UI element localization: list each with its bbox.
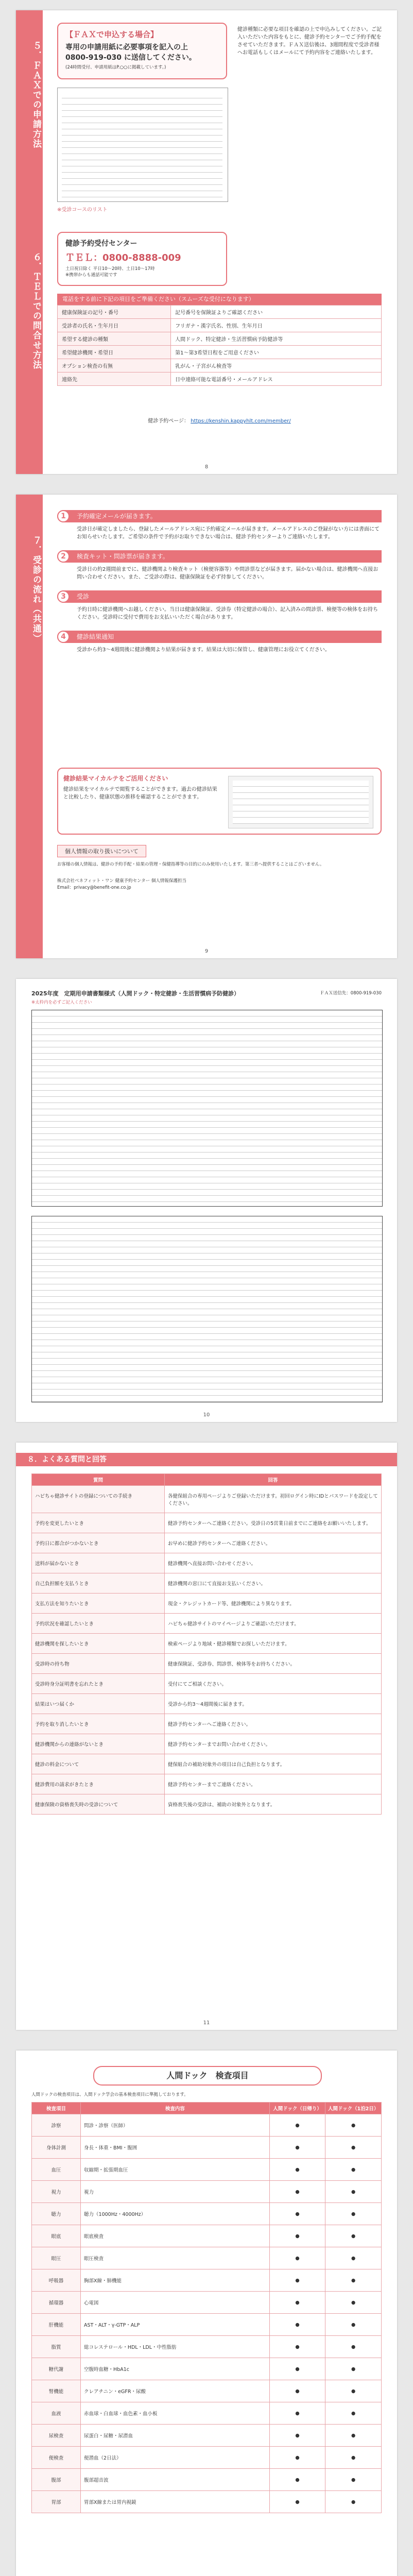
item-mark-a: ● [269, 2181, 325, 2203]
item-row [32, 2114, 382, 2137]
tel-row-value: 日中連絡可能な電話番号・メールアドレス [171, 372, 382, 386]
faq-row [32, 1594, 382, 1614]
mypage-screenshot [228, 776, 373, 828]
item-group: 血液 [32, 2402, 81, 2425]
item-group: 循環器 [32, 2292, 81, 2314]
step-title: 受診 [77, 593, 90, 600]
tel-row [58, 346, 382, 359]
faq-row [32, 1573, 382, 1594]
item-mark-a: ● [269, 2247, 325, 2269]
item-mark-a: ● [269, 2469, 325, 2491]
faq-answer: 健保組合の補助対象外の項目は自己負担となります。 [165, 1754, 382, 1774]
item-mark-b: ● [325, 2425, 382, 2447]
step-item [57, 631, 382, 654]
step-number: 3 [57, 590, 70, 603]
item-mark-b: ● [325, 2292, 382, 2314]
item-mark-a: ● [269, 2402, 325, 2425]
item-mark-a: ● [269, 2336, 325, 2358]
item-row [32, 2292, 382, 2314]
dock-col-a: 人間ドック（日帰り） [269, 2103, 325, 2114]
page-dock-items [16, 2050, 397, 2576]
faq-question: 結果はいつ届くか [32, 1694, 165, 1714]
item-detail: 胸部X線・肺機能 [81, 2269, 270, 2292]
item-mark-a: ● [269, 2159, 325, 2181]
fax-box [57, 23, 227, 79]
faq-question: 健診機関を探したいとき [32, 1634, 165, 1654]
faq-answer: 健診予約センターへご連絡ください。受診日の5営業日前までにご連絡をお願いいたします。 [165, 1513, 382, 1533]
item-detail: クレアチニン・eGFR・尿酸 [81, 2380, 270, 2402]
item-mark-a: ● [269, 2292, 325, 2314]
item-row [32, 2225, 382, 2247]
item-group: 呼吸器 [32, 2269, 81, 2292]
faq-answer: ハピちゃ健診サイトのマイページよりご確認いただけます。 [165, 1614, 382, 1634]
faq-question: 自己負担額を支払うとき [32, 1573, 165, 1594]
page-number: 10 [203, 1412, 210, 1418]
faq-answer: 健診機関の窓口にて直接お支払いください。 [165, 1573, 382, 1594]
item-mark-a: ● [269, 2358, 325, 2380]
fax-box-title: 【ＦＡＸで申込する場合】 [65, 30, 159, 39]
item-group: 血圧 [32, 2159, 81, 2181]
tel-row-key: 健康保険証の記号・番号 [58, 306, 171, 319]
item-detail: 赤血球・白血球・血色素・血小板 [81, 2402, 270, 2425]
faq-row [32, 1694, 382, 1714]
faq-question: 健康保険の資格喪失時の受診について [32, 1794, 165, 1815]
step-item [57, 550, 382, 581]
tel-row-value: フリガナ・漢字氏名、性別、生年月日 [171, 319, 382, 332]
item-detail: 空腹時血糖・HbA1c [81, 2358, 270, 2380]
item-mark-b: ● [325, 2137, 382, 2159]
faq-answer: お早めに健診予約センターへご連絡ください。 [165, 1533, 382, 1553]
privacy-section [57, 845, 382, 891]
fax-box-line2: 0800-919-030 に送信してください。 [65, 54, 196, 62]
dock-col-detail: 検査内容 [81, 2103, 270, 2114]
privacy-title: 個人情報の取り扱いについて [57, 845, 146, 857]
faq-row [32, 1774, 382, 1794]
faq-col-question: 質問 [32, 1474, 165, 1486]
step-number: 2 [57, 550, 70, 563]
item-mark-a: ● [269, 2447, 325, 2469]
steps-list [57, 510, 382, 663]
faq-answer: 受付にてご相談ください。 [165, 1674, 382, 1694]
page-number: 11 [203, 2020, 210, 2026]
privacy-footer: 株式会社ベネフィット・ワン 健康予約センター 個人情報保護担当 [57, 878, 186, 884]
item-row [32, 2269, 382, 2292]
dock-col-item: 検査項目 [32, 2103, 81, 2114]
item-mark-a: ● [269, 2380, 325, 2402]
step-number: 4 [57, 631, 70, 643]
faq-row [32, 1533, 382, 1553]
item-row [32, 2402, 382, 2425]
faq-row [32, 1734, 382, 1754]
step-body: 受診から約3～4週間後に健診機関より結果が届きます。結果は大切に保管し、健康管理にお役立てください。 [77, 647, 330, 653]
tel-prep-table [57, 305, 382, 386]
item-row [32, 2181, 382, 2203]
faq-answer: 検索ページより地域・健診種類でお探しいただけます。 [165, 1634, 382, 1654]
item-detail: 問診・診察（医師） [81, 2114, 270, 2137]
item-mark-b: ● [325, 2358, 382, 2380]
fax-description: 健診種類に必要な項目を確認の上で申込みしてください。ご記入いただいた内容をもとに、健診予約センターでご予約手配をさせていただきます。ＦＡＸ送信後は、3週間程度で受診者様へお電話もしくはメールにて予約内容をご連絡いたします。 [237, 27, 382, 56]
item-row [32, 2380, 382, 2402]
faq-row [32, 1614, 382, 1634]
item-mark-b: ● [325, 2247, 382, 2269]
dock-note: 人間ドックの検査項目は、人間ドック学会の基本検査項目に準拠しております。 [31, 2092, 188, 2097]
tel-link-row [57, 417, 382, 425]
item-mark-b: ● [325, 2225, 382, 2247]
item-group: 聴力 [32, 2203, 81, 2225]
step-header [57, 550, 382, 563]
sidebar-flow-label: ７．受診の流れ（共通） [31, 536, 41, 643]
tel-center-box [57, 232, 227, 286]
item-group: 便検査 [32, 2447, 81, 2469]
tel-link[interactable]: https://kenshin.kappyhlt.com/member/ [191, 418, 291, 424]
step-body: 予約日時に健診機関へお越しください。当日は健康保険証、受診券（特定健診の場合）、記入済みの問診票、検便等の検体をお持ちください。受診時に受付で費用をお支払いいただく場合があります。 [77, 607, 378, 620]
faq-answer: 資格喪失後の受診は、補助の対象外となります。 [165, 1794, 382, 1815]
item-mark-a: ● [269, 2203, 325, 2225]
faq-answer: 健診機関へ直接お問い合わせください。 [165, 1553, 382, 1573]
item-mark-b: ● [325, 2336, 382, 2358]
tel-row [58, 306, 382, 319]
item-row [32, 2447, 382, 2469]
step-title: 検査キット・問診票が届きます。 [77, 553, 169, 560]
form-title: 2025年度 定期用申請書類様式（人間ドック・特定健診・生活習慣病予防健診） [31, 990, 240, 997]
tel-row [58, 359, 382, 372]
item-row [32, 2159, 382, 2181]
item-row [32, 2469, 382, 2491]
dock-title: 人間ドック 検査項目 [93, 2066, 322, 2086]
page-fax-tel [16, 10, 397, 474]
fax-box-line1: 専用の申請用紙に必要事項を記入の上 [65, 43, 188, 52]
item-detail: 収縮期・拡張期血圧 [81, 2159, 270, 2181]
step-title: 健診結果通知 [77, 633, 114, 640]
item-group: 脂質 [32, 2336, 81, 2358]
sidebar-fax-label: ５．ＦＡＸでの申請方法 [31, 41, 41, 149]
faq-question: 健診費用の請求がきたとき [32, 1774, 165, 1794]
faq-row [32, 1754, 382, 1774]
faq-question: 健診の料金について [32, 1754, 165, 1774]
item-detail: 視力 [81, 2181, 270, 2203]
item-detail: 眼圧検査 [81, 2247, 270, 2269]
item-group: 腎機能 [32, 2380, 81, 2402]
dock-col-b: 人間ドック（1泊2日） [325, 2103, 382, 2114]
tel-center-title: 健診予約受付センター [65, 240, 137, 248]
faq-question: 送料が届かないとき [32, 1553, 165, 1573]
item-mark-b: ● [325, 2402, 382, 2425]
faq-answer: 現金・クレジットカード等、健診機関により異なります。 [165, 1594, 382, 1614]
faq-question: 予約状況を確認したいとき [32, 1614, 165, 1634]
item-mark-b: ● [325, 2380, 382, 2402]
item-detail: 総コレステロール・HDL・LDL・中性脂肪 [81, 2336, 270, 2358]
item-group: 胃部 [32, 2491, 81, 2513]
step-header [57, 631, 382, 643]
tel-row-value: 人間ドック、特定健診・生活習慣病予防健診等 [171, 332, 382, 346]
item-mark-b: ● [325, 2181, 382, 2203]
item-detail: 腹部超音波 [81, 2469, 270, 2491]
sidebar-tel-label: ６．ＴＥＬでの問合せ方法 [31, 252, 41, 370]
item-group: 視力 [32, 2181, 81, 2203]
tel-row-key: 希望する健診の種類 [58, 332, 171, 346]
form-grid-bottom [31, 1216, 383, 1402]
faq-answer: 健康保険証、受診券、問診票、検体等をお持ちください。 [165, 1654, 382, 1674]
faq-title: ８．よくある質問と回答 [16, 1453, 397, 1466]
faq-question: 受診時身分証明書を忘れたとき [32, 1674, 165, 1694]
item-row [32, 2247, 382, 2269]
tel-row-key: 受診者の氏名・生年月日 [58, 319, 171, 332]
page-number: 8 [204, 464, 209, 470]
step-title: 予約確定メールが届きます。 [77, 513, 157, 520]
faq-row [32, 1634, 382, 1654]
tel-link-label: 健診予約ページ： [148, 418, 190, 424]
item-row [32, 2203, 382, 2225]
item-mark-b: ● [325, 2159, 382, 2181]
faq-answer: 健診予約センターへご連絡ください。 [165, 1714, 382, 1734]
page-number: 9 [204, 948, 209, 954]
item-group: 尿検査 [32, 2425, 81, 2447]
fax-form-preview [57, 88, 228, 202]
item-row [32, 2336, 382, 2358]
step-body: 受診日の約2週間前までに、健診機関より検査キット（検便容器等）や問診票などが届きます。届かない場合は、健診機関へ直接お問い合わせください。また、ご受診の際は、健康保険証を必ず持参してください。 [77, 567, 378, 580]
faq-answer: 健診予約センターまでご連絡ください。 [165, 1774, 382, 1794]
item-group: 腹部 [32, 2469, 81, 2491]
item-detail: 眼底検査 [81, 2225, 270, 2247]
item-group: 眼底 [32, 2225, 81, 2247]
faq-question: 予約日に都合がつかないとき [32, 1533, 165, 1553]
step-number: 1 [57, 510, 70, 522]
sidebar [16, 10, 43, 474]
item-mark-a: ● [269, 2491, 325, 2513]
item-detail: 胃部X線または胃内視鏡 [81, 2491, 270, 2513]
tel-row-key: オプション検査の有無 [58, 359, 171, 372]
tel-hours2: ※携帯からも通話可能です [65, 273, 117, 278]
form-note: ※太枠内を必ずご記入ください [31, 1000, 92, 1005]
faq-row [32, 1714, 382, 1734]
item-mark-b: ● [325, 2203, 382, 2225]
mypage-body: 健診結果をマイカルテで閲覧することができます。過去の健診結果と比較したり、健康状態の推移を確認することができます。 [63, 787, 217, 800]
page-form [16, 979, 397, 1422]
item-group: 眼圧 [32, 2247, 81, 2269]
tel-row [58, 319, 382, 332]
item-detail: 尿蛋白・尿糖・尿潜血 [81, 2425, 270, 2447]
item-mark-b: ● [325, 2469, 382, 2491]
item-mark-b: ● [325, 2269, 382, 2292]
tel-row-value: 乳がん・子宮がん検査等 [171, 359, 382, 372]
form-subtitle: ＦＡＸ送信先：0800-919-030 [320, 991, 382, 996]
step-header [57, 590, 382, 603]
faq-row [32, 1486, 382, 1513]
item-mark-b: ● [325, 2447, 382, 2469]
item-mark-a: ● [269, 2314, 325, 2336]
item-detail: 身長・体重・BMI・腹囲 [81, 2137, 270, 2159]
tel-row-value: 記号番号を保険証よりご確認ください [171, 306, 382, 319]
privacy-email[interactable]: Email：privacy@benefit-one.co.jp [57, 885, 131, 890]
faq-question: 健診機関からの連絡がないとき [32, 1734, 165, 1754]
item-mark-a: ● [269, 2114, 325, 2137]
faq-question: 支払方法を知りたいとき [32, 1594, 165, 1614]
step-item [57, 590, 382, 621]
item-mark-b: ● [325, 2114, 382, 2137]
item-group: 肝機能 [32, 2314, 81, 2336]
faq-row [32, 1794, 382, 1815]
item-row [32, 2358, 382, 2380]
fax-notice-label: ※受診コースのリスト [57, 207, 108, 213]
item-mark-b: ● [325, 2491, 382, 2513]
tel-row-value: 第1～第3希望日程をご用意ください [171, 346, 382, 359]
page-faq [16, 1443, 397, 2030]
item-row [32, 2425, 382, 2447]
dock-table [31, 2102, 382, 2513]
item-detail: 聴力（1000Hz・4000Hz） [81, 2203, 270, 2225]
faq-question: 受診時の持ち物 [32, 1654, 165, 1674]
tel-row-key: 連絡先 [58, 372, 171, 386]
tel-hours: 土日祝日除く 平日10～20時、土日10～17時 [65, 266, 155, 272]
item-row [32, 2314, 382, 2336]
faq-col-answer: 回答 [165, 1474, 382, 1486]
faq-question: 予約を取り消したいとき [32, 1714, 165, 1734]
item-row [32, 2491, 382, 2513]
step-header [57, 510, 382, 522]
mypage-box [57, 768, 382, 835]
privacy-body: お客様の個人情報は、健診の予約手配・結果の管理・保健指導等の目的にのみ使用いたします。第三者へ提供することはございません。 [57, 862, 324, 867]
item-mark-a: ● [269, 2425, 325, 2447]
mypage-title: 健診結果マイカルテをご活用ください [63, 775, 168, 782]
item-group: 身体計測 [32, 2137, 81, 2159]
item-mark-a: ● [269, 2269, 325, 2292]
tel-table-title: 電話をする前に下記の項目をご準備ください（スムーズな受付になります） [57, 294, 382, 305]
tel-row [58, 332, 382, 346]
sidebar [16, 495, 43, 958]
faq-question: ハピちゃ健診サイトの登録についての手続き [32, 1486, 165, 1513]
page-flow [16, 495, 397, 958]
step-item [57, 510, 382, 541]
tel-number[interactable]: ＴＥＬ：0800-8888-009 [65, 252, 181, 263]
fax-box-note: (24時間受付、申請用紙はP.○○に掲載しています。) [65, 65, 166, 70]
faq-answer: 各健保組合の専用ページよりご登録いただけます。初回ログイン時にIDとパスワードを設定してください。 [165, 1486, 382, 1513]
item-detail: AST・ALT・γ-GTP・ALP [81, 2314, 270, 2336]
faq-table [31, 1473, 382, 1815]
item-group: 糖代謝 [32, 2358, 81, 2380]
item-group: 診察 [32, 2114, 81, 2137]
faq-question: 予約を変更したいとき [32, 1513, 165, 1533]
form-grid-top [31, 1010, 383, 1207]
faq-row [32, 1553, 382, 1573]
faq-row [32, 1654, 382, 1674]
item-mark-a: ● [269, 2225, 325, 2247]
tel-row-key: 希望健診機関・希望日 [58, 346, 171, 359]
item-detail: 心電図 [81, 2292, 270, 2314]
faq-answer: 受診から約3～4週間後に届きます。 [165, 1694, 382, 1714]
faq-row [32, 1674, 382, 1694]
faq-answer: 健診予約センターまでお問い合わせください。 [165, 1734, 382, 1754]
item-row [32, 2137, 382, 2159]
item-detail: 便潜血（2日法） [81, 2447, 270, 2469]
item-mark-a: ● [269, 2137, 325, 2159]
step-body: 受診日が確定しましたら、登録したメールアドレス宛に予約確定メールが届きます。メールアドレスのご登録がない方には書面にてお知らせいたします。ご希望の条件で予約がお取りできない場合は、健診予約センターよりご連絡いたします。 [77, 527, 380, 540]
tel-row [58, 372, 382, 386]
item-mark-b: ● [325, 2314, 382, 2336]
faq-row [32, 1513, 382, 1533]
